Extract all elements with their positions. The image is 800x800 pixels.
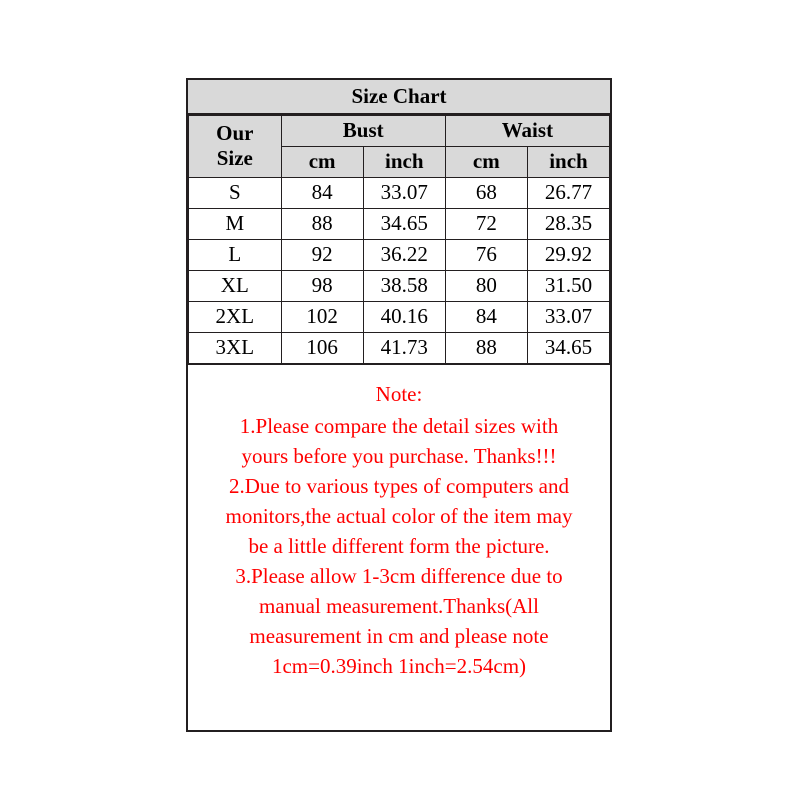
- note-line: measurement in cm and please note: [249, 624, 549, 648]
- column-header-size-line1: Our: [216, 121, 254, 145]
- table-row: [189, 178, 610, 209]
- note-line: yours before you purchase. Thanks!!!: [241, 444, 557, 468]
- cell-waist-cm: 80: [445, 271, 527, 302]
- cell-waist-cm: 84: [445, 302, 527, 333]
- page-title: Size Chart: [188, 80, 610, 115]
- cell-bust-inch: 33.07: [363, 178, 445, 209]
- cell-bust-cm: 88: [281, 209, 363, 240]
- cell-size: XL: [189, 271, 282, 302]
- cell-waist-cm: 76: [445, 240, 527, 271]
- note-line: be a little different form the picture.: [248, 534, 550, 558]
- note-line: manual measurement.Thanks(All: [259, 594, 539, 618]
- column-group-bust: Bust: [281, 116, 445, 147]
- cell-bust-cm: 98: [281, 271, 363, 302]
- column-header-size-line2: Size: [216, 146, 253, 170]
- cell-waist-inch: 28.35: [527, 209, 609, 240]
- cell-bust-inch: 41.73: [363, 333, 445, 364]
- cell-bust-cm: 106: [281, 333, 363, 364]
- column-group-waist: Waist: [445, 116, 609, 147]
- cell-bust-inch: 34.65: [363, 209, 445, 240]
- cell-bust-inch: 40.16: [363, 302, 445, 333]
- cell-waist-cm: 68: [445, 178, 527, 209]
- table-body: [189, 178, 610, 364]
- column-header-waist-cm: cm: [445, 147, 527, 178]
- cell-bust-cm: 102: [281, 302, 363, 333]
- cell-waist-inch: 34.65: [527, 333, 609, 364]
- table-row: [189, 271, 610, 302]
- cell-size: 2XL: [189, 302, 282, 333]
- notes-heading: Note:: [375, 382, 423, 406]
- cell-waist-cm: 72: [445, 209, 527, 240]
- cell-size: M: [189, 209, 282, 240]
- cell-waist-inch: 33.07: [527, 302, 609, 333]
- table-header-row-groups: [189, 116, 610, 147]
- note-line: 2.Due to various types of computers and: [228, 474, 569, 498]
- column-header-bust-cm: cm: [281, 147, 363, 178]
- size-chart-card: [186, 78, 612, 732]
- cell-size: 3XL: [189, 333, 282, 364]
- note-line: 1cm=0.39inch 1inch=2.54cm): [271, 654, 527, 678]
- table-row: [189, 333, 610, 364]
- cell-size: S: [189, 178, 282, 209]
- cell-waist-inch: 29.92: [527, 240, 609, 271]
- table-row: [189, 209, 610, 240]
- cell-bust-inch: 38.58: [363, 271, 445, 302]
- table-row: [189, 240, 610, 271]
- column-header-size: [189, 116, 282, 178]
- cell-bust-inch: 36.22: [363, 240, 445, 271]
- cell-waist-inch: 31.50: [527, 271, 609, 302]
- cell-waist-inch: 26.77: [527, 178, 609, 209]
- column-header-bust-inch: inch: [363, 147, 445, 178]
- note-line: 1.Please compare the detail sizes with: [239, 414, 559, 438]
- cell-bust-cm: 92: [281, 240, 363, 271]
- notes-section: [188, 364, 610, 730]
- note-line: 3.Please allow 1-3cm difference due to: [235, 564, 563, 588]
- table-header: [189, 116, 610, 178]
- cell-size: L: [189, 240, 282, 271]
- column-header-waist-inch: inch: [527, 147, 609, 178]
- cell-bust-cm: 84: [281, 178, 363, 209]
- size-chart-table: [188, 115, 610, 364]
- table-row: [189, 302, 610, 333]
- note-line: monitors,the actual color of the item may: [225, 504, 573, 528]
- cell-waist-cm: 88: [445, 333, 527, 364]
